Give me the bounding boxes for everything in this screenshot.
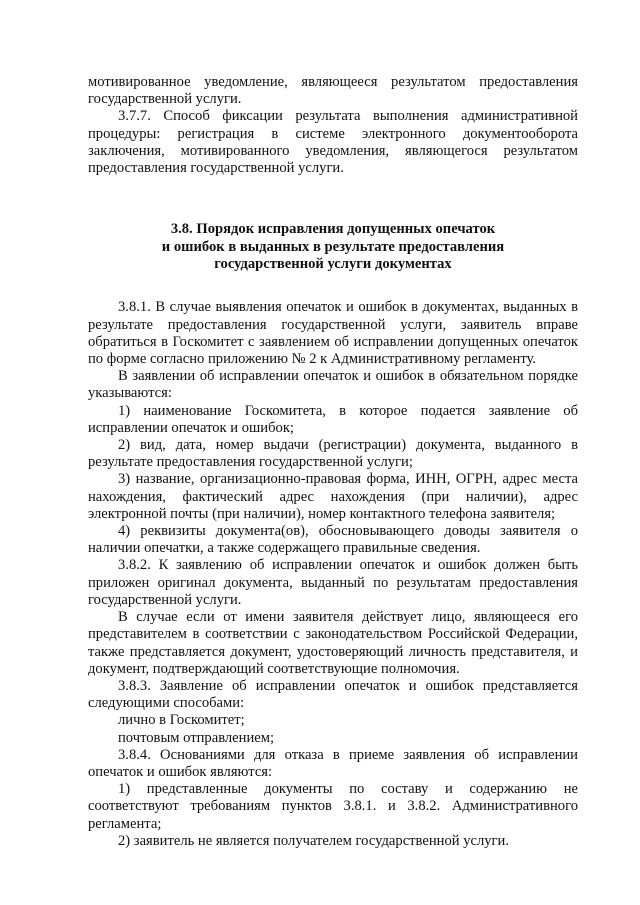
paragraph-continuation: мотивированное уведомление, являющееся результатом предоставления государственной услуги.: [88, 74, 578, 108]
section-heading-3-8: [88, 221, 578, 273]
list-item-4: 4) реквизиты документа(ов), обосновывающего доводы заявителя о наличии опечатки, а также содержащего правильные сведения.: [88, 523, 578, 557]
paragraph-3-7-7: 3.7.7. Способ фиксации результата выполнения административной процедуры: регистрация в системе электронного документооборота заключения, мотивированного уведомления, являющегося результатом предоставления государственной услуги.: [88, 108, 578, 177]
paragraph-representative: В случае если от имени заявителя действует лицо, являющееся его представителем в соответствии с законодательством Российской Федерации, также представляется документ, удостоверяющий личность представителя, и документ, подтверждающий соответствующие полномочия.: [88, 609, 578, 677]
document-page: [88, 74, 578, 850]
method-by-mail: почтовым отправлением;: [118, 729, 275, 746]
heading-line-1: 3.8. Порядок исправления допущенных опечаток: [170, 221, 496, 238]
paragraph-3-8-4: 3.8.4. Основаниями для отказа в приеме заявления об исправлении опечаток и ошибок являются:: [88, 746, 578, 780]
paragraph-3-8-2: 3.8.2. К заявлению об исправлении опечаток и ошибок должен быть приложен оригинал документа, выданный по результатам предоставления государственной услуги.: [88, 557, 578, 608]
spacer: [88, 177, 578, 221]
method-in-person: лично в Госкомитет;: [118, 712, 245, 729]
list-item-2: 2) вид, дата, номер выдачи (регистрации) документа, выданного в результате предоставления государственной услуги;: [88, 437, 578, 471]
paragraph-list-intro: В заявлении об исправлении опечаток и ошибок в обязательном порядке указываются:: [88, 368, 578, 402]
refusal-reason-2: 2) заявитель не является получателем государственной услуги.: [118, 832, 510, 849]
refusal-reason-1: 1) представленные документы по составу и содержанию не соответствуют требованиям пунктов 3.8.1. и 3.8.2. Административного регламента;: [88, 781, 578, 832]
list-item-1: 1) наименование Госкомитета, в которое подается заявление об исправлении опечаток и ошибок;: [88, 402, 578, 436]
list-item-3: 3) название, организационно-правовая форма, ИНН, ОГРН, адрес места нахождения, фактический адрес нахождения (при наличии), адрес электронной почты (при наличии), номер контактного телефона заявителя;: [88, 471, 578, 522]
heading-line-3: государственной услуги документах: [214, 256, 452, 273]
paragraph-3-8-1: 3.8.1. В случае выявления опечаток и ошибок в документах, выданных в результате предоставления государственной услуги, заявитель вправе обратиться в Госкомитет с заявлением об исправлении допущенных опечаток по форме согласно приложению № 2 к Административному регламенту.: [88, 299, 578, 368]
spacer: [88, 273, 578, 299]
heading-line-2: и ошибок в выданных в результате предоставления: [161, 238, 505, 255]
paragraph-3-8-3: 3.8.3. Заявление об исправлении опечаток и ошибок представляется следующими способами:: [88, 677, 578, 712]
